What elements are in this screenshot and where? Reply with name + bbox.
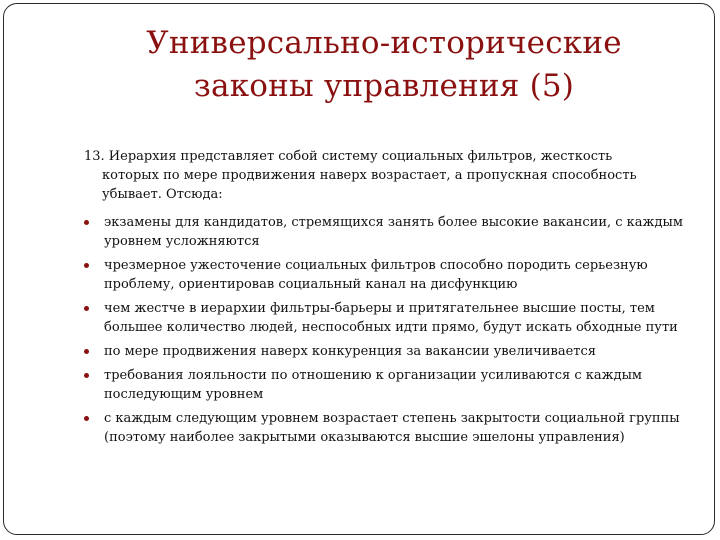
bullet-icon — [84, 373, 89, 378]
intro-rest: которых по мере продвижения наверх возрастает, а пропускная способность убывает. Отсюда: — [102, 168, 637, 202]
bullet-text: требования лояльности по отношению к организации усиливаются с каждым последующим уровнем — [104, 368, 643, 402]
bullet-icon — [84, 220, 89, 225]
list-item — [84, 256, 688, 294]
list-item — [84, 409, 688, 447]
bullet-icon — [84, 306, 89, 311]
bullet-icon — [84, 349, 89, 354]
bullet-text: по мере продвижения наверх конкуренция за вакансии увеличивается — [104, 344, 596, 359]
bullet-text: чем жестче в иерархии фильтры-барьеры и притягательнее высшие посты, тем большее количество людей, неспособных идти прямо, будут искать обходные пути — [104, 301, 678, 335]
slide-frame — [3, 3, 715, 535]
bullet-icon — [84, 416, 89, 421]
bullet-list — [84, 213, 688, 447]
list-item — [84, 299, 688, 337]
slide-content — [84, 147, 688, 452]
list-item — [84, 213, 688, 251]
intro-line-1: 13. Иерархия представляет собой систему социальных фильтров, жесткость — [84, 149, 613, 164]
title-line-1: Универсально-исторические — [146, 25, 622, 61]
list-item — [84, 366, 688, 404]
bullet-text: с каждым следующим уровнем возрастает степень закрытости социальной группы (поэтому наиболее закрытыми оказываются высшие эшелоны управления) — [104, 411, 680, 445]
bullet-text: экзамены для кандидатов, стремящихся занять более высокие вакансии, с каждым уровнем усложняются — [104, 215, 683, 249]
bullet-icon — [84, 263, 89, 268]
title-line-2: законы управления (5) — [193, 68, 575, 104]
list-item — [84, 342, 688, 361]
slide-title — [64, 22, 704, 108]
intro-paragraph — [84, 147, 688, 204]
bullet-text: чрезмерное ужесточение социальных фильтров способно породить серьезную проблему, ориентировав социальный канал на дисфункцию — [104, 258, 648, 292]
